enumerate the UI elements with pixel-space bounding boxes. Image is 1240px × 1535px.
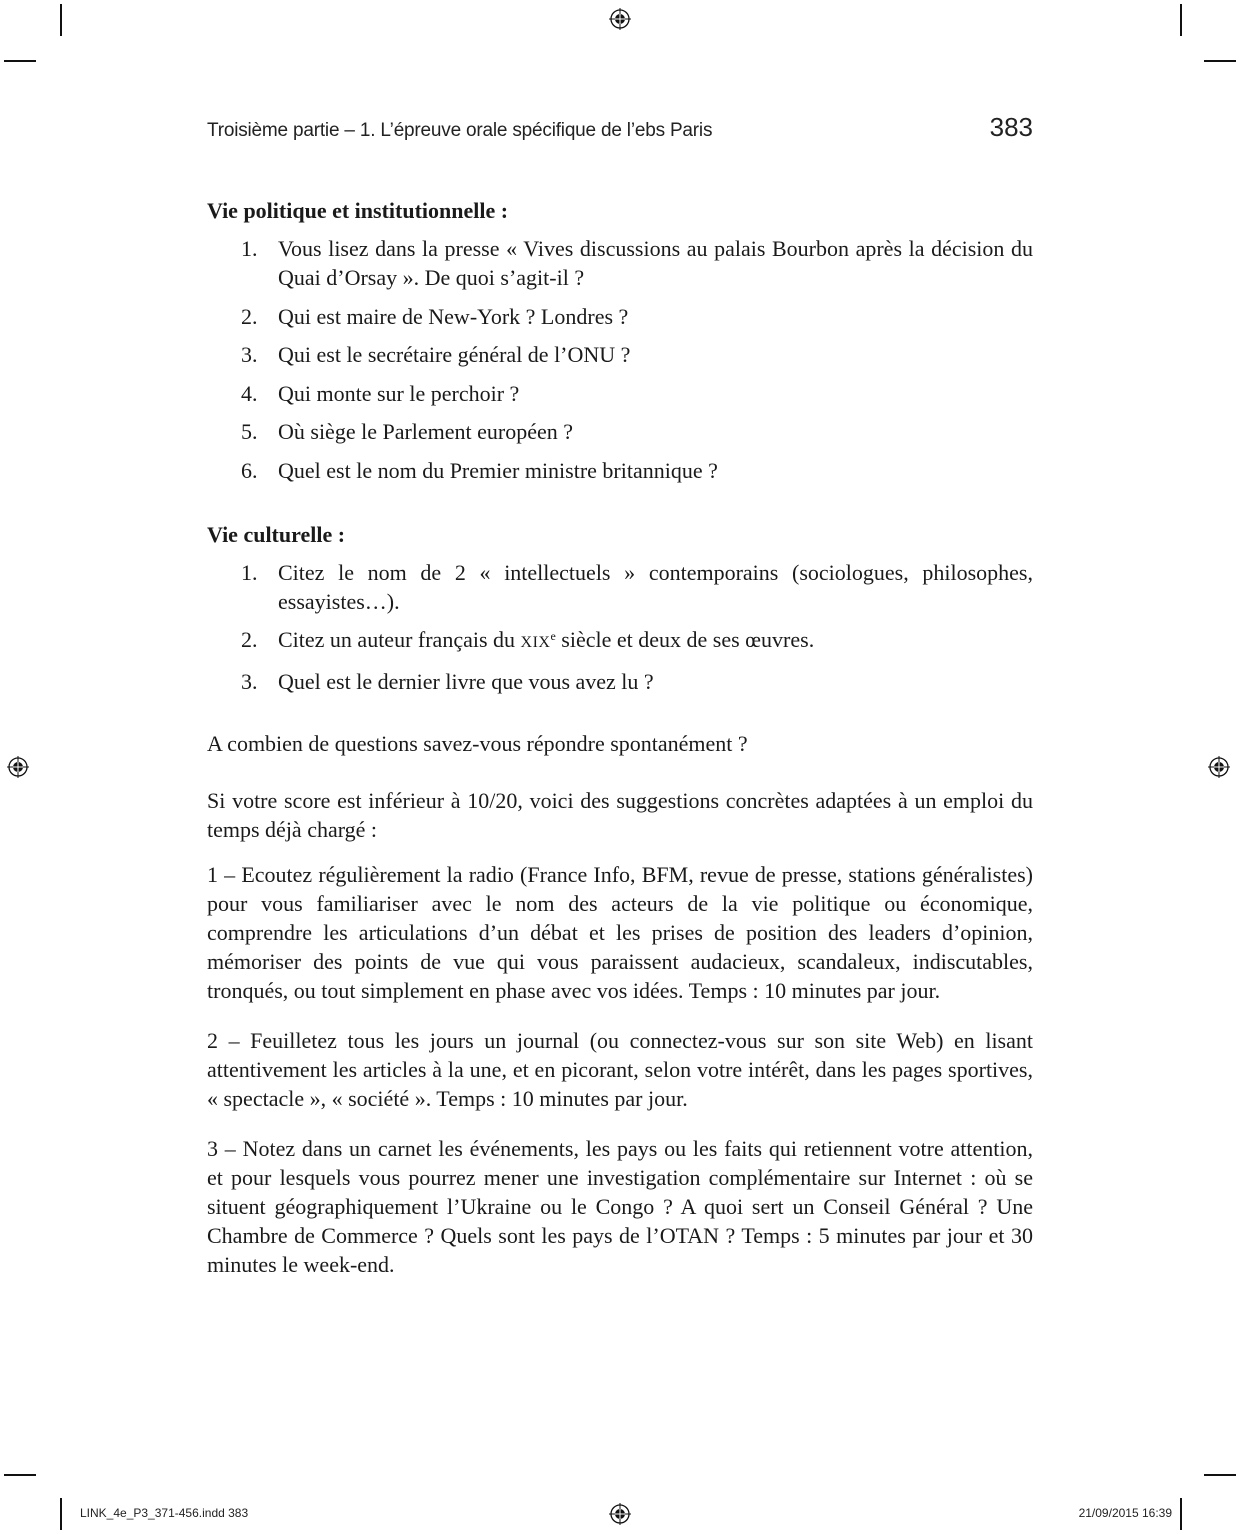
running-title: Troisième partie – 1. L’épreuve orale spécifique de l’ebs Paris	[207, 120, 713, 141]
suggestion-paragraph: 3 – Notez dans un carnet les événements, les pays ou les faits qui retiennent votre attention, et pour lesquels vous pourrez mener une investigation complémentaire sur Internet : où se situent géographiquement l’Ukraine ou le Congo ? A quoi sert un Conseil Général ? Une Chambre de Commerce ? Quels sont les pays de l’OTAN ? Temps : 5 minutes par jour et 30 minutes le week-end.	[207, 1135, 1033, 1277]
century-numeral: XIX	[520, 634, 551, 651]
question-list-culturelle	[207, 558, 1033, 696]
list-item-number: 1.	[241, 559, 258, 585]
list-item-number: 2.	[241, 627, 258, 652]
list-item-number: 3.	[241, 342, 258, 367]
list-item-text-after: siècle et deux de ses œuvres.	[555, 627, 815, 652]
list-item-text: Citez le nom de 2 « intellectuels » contemporains (sociologues, philosophes, essayistes…).	[278, 559, 1033, 614]
crop-mark-top-left-horizontal	[4, 60, 36, 62]
intro-paragraph: Si votre score est inférieur à 10/20, voici des suggestions concrètes adaptées à un emploi du temps déjà chargé :	[207, 787, 1033, 842]
list-item-text: Quel est le nom du Premier ministre britannique ?	[278, 457, 718, 483]
list-item-text: Vous lisez dans la presse « Vives discussions au palais Bourbon après la décision du Quai d’Orsay ». De quoi s’agit-il ?	[278, 236, 1033, 290]
suggestion-paragraph: 2 – Feuilletez tous les jours un journal (ou connectez-vous sur son site Web) en lisant attentivement les articles à la une, et en picorant, selon votre intérêt, dans les pages sportives, « spectacle », « société ». Temps : 10 minutes par jour.	[207, 1027, 1033, 1111]
list-item	[207, 667, 1033, 696]
list-item	[207, 379, 1033, 408]
question-list-politique	[207, 234, 1033, 485]
footer-date-slug: 21/09/2015 16:39	[1078, 1506, 1172, 1520]
list-item-text: Qui est le secrétaire général de l’ONU ?	[278, 342, 631, 367]
list-item	[207, 558, 1033, 616]
list-item-number: 4.	[241, 380, 258, 406]
century-superscript: e	[550, 629, 556, 643]
list-item	[207, 417, 1033, 446]
list-item	[207, 340, 1033, 369]
list-item-text: Qui est maire de New-York ? Londres ?	[278, 303, 629, 329]
list-item-text: Quel est le dernier livre que vous avez lu ?	[278, 668, 654, 694]
footer-file-slug: LINK_4e_P3_371-456.indd 383	[80, 1506, 249, 1520]
crop-mark-bottom-right-horizontal	[1204, 1474, 1236, 1476]
list-item-number: 2.	[241, 303, 258, 329]
score-question: A combien de questions savez-vous répondre spontanément ?	[207, 730, 748, 756]
crop-mark-bottom-left	[60, 1498, 62, 1530]
list-item-text-before: Citez un auteur français du	[278, 627, 521, 652]
crop-mark-top-right-horizontal	[1204, 60, 1236, 62]
registration-mark-icon	[1208, 756, 1230, 778]
page-body	[207, 196, 1033, 1279]
crop-mark-top-right	[1180, 4, 1182, 36]
list-item-number: 1.	[241, 236, 258, 261]
list-item-number: 6.	[241, 457, 258, 483]
registration-mark-icon	[7, 756, 29, 778]
registration-mark-icon	[609, 8, 631, 30]
list-item-number: 3.	[241, 668, 258, 694]
crop-mark-bottom-right	[1180, 1498, 1182, 1530]
list-item-text: Qui monte sur le perchoir ?	[278, 380, 520, 406]
list-item-text: Où siège le Parlement européen ?	[278, 419, 574, 444]
list-item	[207, 625, 1033, 657]
list-item	[207, 302, 1033, 331]
suggestion-paragraph: 1 – Ecoutez régulièrement la radio (France Info, BFM, revue de presse, stations généralistes) pour vous familiariser avec le nom des acteurs de la vie politique ou économique, comprendre les articulations d’un débat et les prises de position des leaders d’opinion, mémoriser des points de vue qui vous paraissent audacieux, scandaleux, indiscutables, tronqués, ou tout simplement en phase avec vos idées. Temps : 10 minutes par jour.	[207, 861, 1033, 1003]
crop-mark-bottom-left-horizontal	[4, 1474, 36, 1476]
registration-mark-icon	[609, 1503, 631, 1525]
list-item-number: 5.	[241, 419, 258, 444]
running-header	[207, 112, 1035, 148]
section-heading-culturelle: Vie culturelle :	[207, 521, 346, 547]
section-heading-politique: Vie politique et institutionnelle :	[207, 198, 509, 223]
list-item-text	[278, 627, 814, 652]
crop-mark-top-left	[60, 4, 62, 36]
page-number: 383	[989, 112, 1033, 142]
list-item	[207, 456, 1033, 485]
list-item	[207, 234, 1033, 292]
